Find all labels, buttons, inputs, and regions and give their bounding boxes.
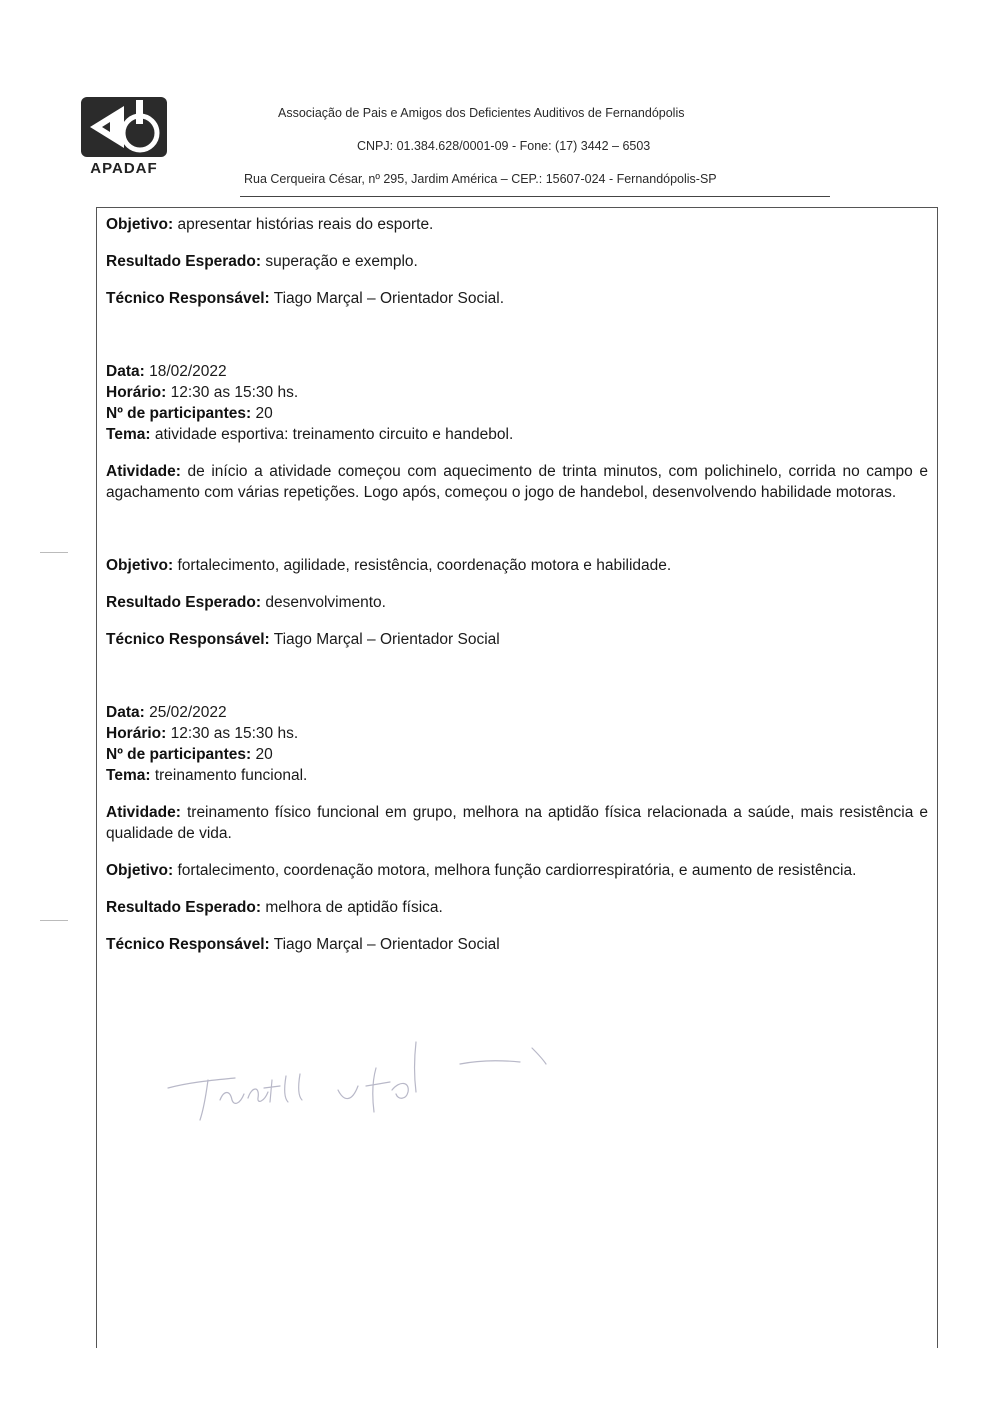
margin-mark	[40, 552, 68, 553]
report-body	[106, 214, 928, 955]
tecnico-line: Técnico Responsável: Tiago Marçal – Orientador Social.	[106, 290, 505, 307]
objetivo-line: Objetivo: fortalecimento, agilidade, resistência, coordenação motora e habilidade.	[106, 557, 672, 574]
tema-line: Tema: atividade esportiva: treinamento circuito e handebol.	[106, 426, 514, 443]
resultado-line: Resultado Esperado: melhora de aptidão física.	[106, 899, 443, 916]
participantes-line: Nº de participantes: 20	[106, 405, 273, 422]
data-line: Data: 25/02/2022	[106, 704, 227, 721]
tema-line: Tema: treinamento funcional.	[106, 767, 308, 784]
objetivo-paragraph: Objetivo: fortalecimento, coordenação motora, melhora função cardiorrespiratória, e aumento de resistência.	[106, 862, 857, 879]
margin-mark	[40, 920, 68, 921]
resultado-line: Resultado Esperado: desenvolvimento.	[106, 594, 386, 611]
data-line: Data: 18/02/2022	[106, 363, 227, 380]
handwritten-signature-icon	[160, 1020, 560, 1130]
horario-line: Horário: 12:30 as 15:30 hs.	[106, 725, 299, 742]
objetivo-line: Objetivo: apresentar histórias reais do esporte.	[106, 216, 434, 233]
tecnico-line: Técnico Responsável: Tiago Marçal – Orientador Social	[106, 631, 500, 648]
horario-line: Horário: 12:30 as 15:30 hs.	[106, 384, 299, 401]
address-line: Rua Cerqueira César, nº 295, Jardim América – CEP.: 15607-024 - Fernandópolis-SP	[244, 172, 717, 186]
org-name: Associação de Pais e Amigos dos Deficientes Auditivos de Fernandópolis	[278, 106, 685, 120]
participantes-line: Nº de participantes: 20	[106, 746, 273, 763]
header-divider	[240, 196, 830, 197]
tecnico-line: Técnico Responsável: Tiago Marçal – Orientador Social	[106, 936, 500, 953]
cnpj-line: CNPJ: 01.384.628/0001-09 - Fone: (17) 3442 – 6503	[357, 139, 651, 153]
logo-text: APADAF	[90, 160, 158, 177]
atividade-paragraph: Atividade: treinamento físico funcional em grupo, melhora na aptidão física relacionada a saúde, mais resistência e qualidade de vida.	[106, 804, 928, 842]
resultado-line: Resultado Esperado: superação e exemplo.	[106, 253, 418, 270]
atividade-paragraph: Atividade: de início a atividade começou com aquecimento de trinta minutos, com polichinelo, corrida no campo e agachamento com várias repetições. Logo após, começou o jogo de handebol, desenvolvendo habilidade motoras.	[106, 463, 928, 501]
